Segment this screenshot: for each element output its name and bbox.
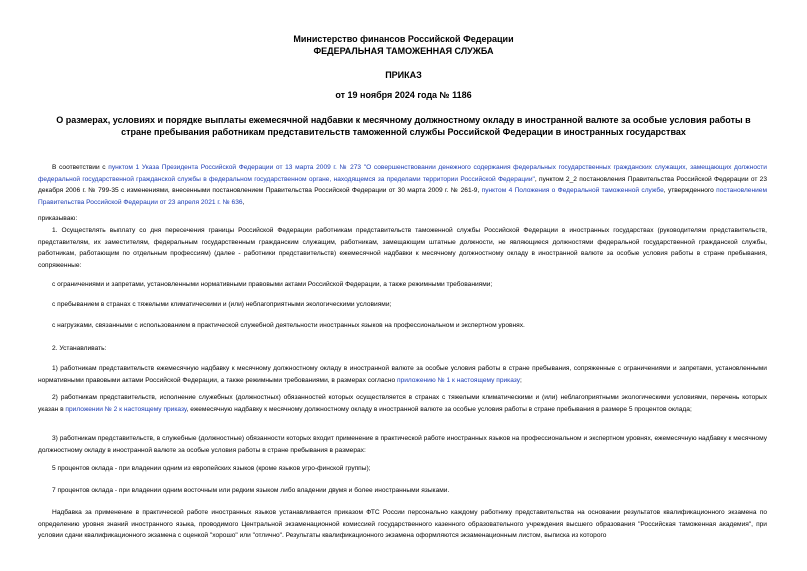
preamble-text-2: , пунктом 2_2 постановления Правительства Российской Федерации от 23 декабря 2006 г. № 799-35 с изменениями, внесенными постановлением Правительства Российской Федерации от 30 марта 2009 г. № 261-9, xyxy=(38,175,767,195)
condition-climate: с пребыванием в странах с тяжелыми климатическими и (или) неблагоприятными экологическими условиями; xyxy=(52,301,392,308)
preamble xyxy=(38,162,767,208)
ministry-name: Министерство финансов Российской Федерации xyxy=(293,34,514,44)
rate-european-language: 5 процентов оклада - при владении одним из европейских языков (кроме языков угро-финской группы); xyxy=(52,465,371,472)
condition-restrictions: с ограничениями и запретами, установленными нормативными правовыми актами Российской Федерации, а также режимными требованиями; xyxy=(52,281,493,288)
condition-languages: с нагрузками, связанными с использованием в практической служебной деятельности иностранных языков на профессиональном и экспертном уровнях. xyxy=(52,322,525,329)
service-name: ФЕДЕРАЛЬНАЯ ТАМОЖЕННАЯ СЛУЖБА xyxy=(313,46,494,56)
order-word: приказываю: xyxy=(38,215,78,222)
paragraph-2-1 xyxy=(38,363,767,386)
p2-1-text-1: 1) работникам представительств ежемесячную надбавку к месячному должностному окладу в иностранной валюте за особые условия работы в стране пребывания, сопряженные с ограничениями и запретами, установленными нормативными правовыми актами Российской Федерации, а также режимными требованиями, в размерах согласно xyxy=(38,365,767,384)
paragraph-2-2 xyxy=(38,392,767,415)
doc-type: ПРИКАЗ xyxy=(385,70,422,80)
paragraph-2-3: 3) работникам представительств, в служебные (должностные) обязанности которых входит применение в практической работе иностранных языков на профессиональном и экспертном уровнях, ежемесячную надбавку к месячному должностному окладу в иностранной валюте за особые условия работы в стране пребывания в размерах: xyxy=(38,435,767,454)
p2-2-text-2: , ежемесячную надбавку к месячному должностному окладу в иностранной валюте за особые условия работы в стране пребывания в размере 5 процентов оклада; xyxy=(186,405,692,413)
paragraph-language-bonus: Надбавка за применение в практической работе иностранных языков устанавливается приказом ФТС России персонально каждому работнику представительства на основании результатов квалификационного экзамена по определению уровня знаний иностранного языка, проводимого Центральной экзаменационной комиссией государственного казенного образовательного учреждения высшего образования "Российская таможенная академия", при условии сдачи квалификационного экзамена с оценкой "хорошо" или "отлично". Результаты квалификационного экзамена оформляются экзаменационным листом, выписка из которого xyxy=(38,509,767,540)
p2-1-text-2: ; xyxy=(520,376,522,384)
link-appendix-1[interactable]: приложению № 1 к настоящему приказу xyxy=(396,376,521,384)
link-resolution-636[interactable]: постановлением Правительства Российской Федерации от 23 апреля 2021 г. № 636 xyxy=(38,187,768,206)
rate-oriental-language: 7 процентов оклада - при владении одним восточным или редким языком либо владении двумя и более иностранными языками. xyxy=(52,487,450,494)
doc-title: О размерах, условиях и порядке выплаты ежемесячной надбавки к месячному должностному окладу в иностранной валюте за особые условия работы в стране пребывания работникам представительств таможенной службы Российской Федерации в иностранных государствах xyxy=(56,115,751,137)
p2-2-text-1: 2) работникам представительств, исполнение служебных (должностных) обязанностей которых осуществляется в странах с тяжелыми климатическими и (или) неблагоприятными экологическими условиями, перечень которых указан в xyxy=(38,394,767,413)
preamble-text-4: , xyxy=(242,198,245,206)
preamble-text-1: В соответствии с xyxy=(52,164,109,171)
link-appendix-2[interactable]: приложении № 2 к настоящему приказу xyxy=(65,405,187,413)
link-fts-regulation[interactable]: пунктом 4 Положения о Федеральной таможенной службе xyxy=(481,187,664,195)
doc-date: от 19 ноября 2024 года № 1186 xyxy=(335,90,472,100)
paragraph-1: 1. Осуществлять выплату со дня пересечения границы Российской Федерации работникам представительств таможенной службы Российской Федерации в иностранных государствах (руководителям представительств, представителям, их заместителям, федеральным государственным гражданским служащим, работникам, замещающим штатные должности, не являющиеся должностями федеральной государственной гражданской службы, работникам, работающим по отдельным профессиям) (далее - работники представительств) ежемесячной надбавки к месячному должностному окладу в иностранной валюте за особые условия работы в стране пребывания, сопряженные: xyxy=(38,227,767,269)
paragraph-2: 2. Устанавливать: xyxy=(52,345,107,352)
preamble-text-3: , утвержденного xyxy=(663,187,717,195)
link-decree-273[interactable]: пунктом 1 Указа Президента Российской Федерации от 13 марта 2009 г. № 273 "О совершенствовании денежного содержания федеральных государственных гражданских служащих, замещающих должности федеральной государственной гражданской службы в федеральном государственном органе, находящемся за пределами территории Российской Федерации" xyxy=(38,164,767,183)
